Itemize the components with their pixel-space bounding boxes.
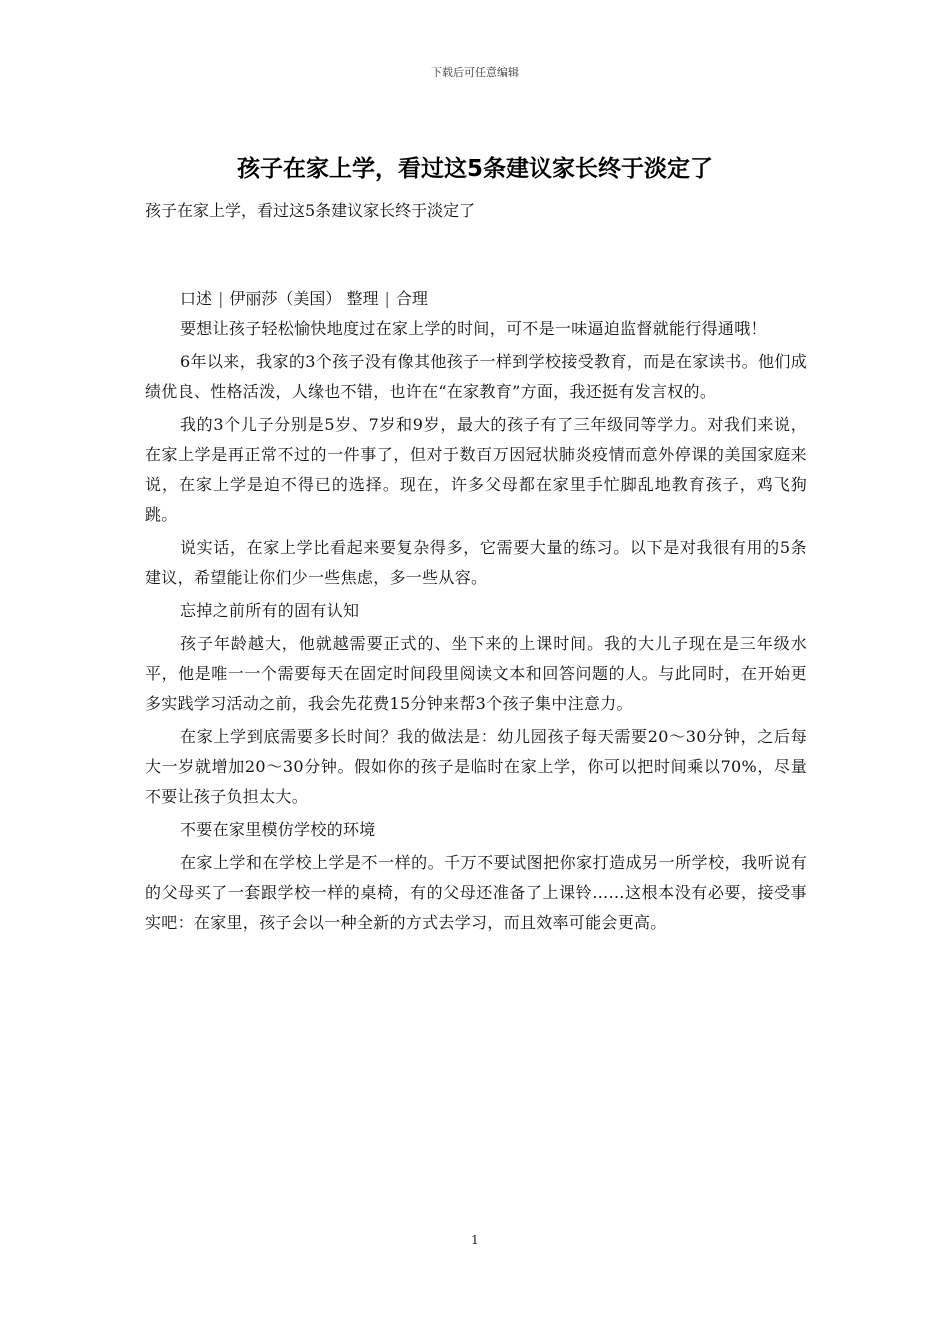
page-number: 1	[471, 1233, 479, 1247]
paragraph: 孩子年龄越大，他就越需要正式的、坐下来的上课时间。我的大儿子现在是三年级水平，他是唯一一个需要每天在固定时间段里阅读文本和回答问题的人。与此同时，在开始更多实践学习活动之前，我会先花费15分钟来帮3个孩子集中注意力。	[145, 634, 807, 713]
page-header-note: 下载后可任意编辑	[431, 66, 519, 79]
section-heading: 忘掉之前所有的固有认知	[180, 601, 360, 620]
credits-line	[145, 284, 807, 314]
credits-editor: 合理	[395, 289, 428, 308]
credits-narrator: 口述	[180, 289, 213, 308]
credits-separator: |	[218, 289, 224, 308]
document-subtitle: 孩子在家上学，看过这5条建议家长终于淡定了	[145, 201, 476, 220]
document-title: 孩子在家上学，看过这5条建议家长终于淡定了	[236, 156, 713, 182]
paragraph: 在家上学和在学校上学是不一样的。千万不要试图把你家打造成另一所学校，我听说有的父母买了一套跟学校一样的桌椅，有的父母还准备了上课铃……这根本没有必要，接受事实吧：在家里，孩子会以一种全新的方式去学习，而且效率可能会更高。	[145, 853, 807, 932]
paragraph: 说实话，在家上学比看起来要复杂得多，它需要大量的练习。以下是对我很有用的5条建议，希望能让你们少一些焦虑，多一些从容。	[145, 538, 807, 587]
paragraph: 我的3个儿子分别是5岁、7岁和9岁，最大的孩子有了三年级同等学力。对我们来说，在家上学是再正常不过的一件事了，但对于数百万因冠状肺炎疫情而意外停课的美国家庭来说，在家上学是迫不得已的选择。现在，许多父母都在家里手忙脚乱地教育孩子，鸡飞狗跳。	[145, 415, 807, 524]
credits-author: 伊丽莎（美国） 整理	[229, 289, 379, 308]
credits-separator: |	[384, 289, 390, 308]
paragraph: 在家上学到底需要多长时间？我的做法是：幼儿园孩子每天需要20～30分钟，之后每大一岁就增加20～30分钟。假如你的孩子是临时在家上学，你可以把时间乘以70%，尽量不要让孩子负担太大。	[145, 727, 807, 806]
article-text	[145, 314, 807, 938]
paragraph: 要想让孩子轻松愉快地度过在家上学的时间，可不是一味逼迫监督就能行得通哦！	[180, 319, 767, 338]
document-body	[145, 196, 807, 941]
section-heading: 不要在家里模仿学校的环境	[180, 820, 376, 839]
paragraph: 6年以来，我家的3个孩子没有像其他孩子一样到学校接受教育，而是在家读书。他们成绩优良、性格活泼，人缘也不错，也许在“在家教育”方面，我还挺有发言权的。	[145, 352, 807, 401]
